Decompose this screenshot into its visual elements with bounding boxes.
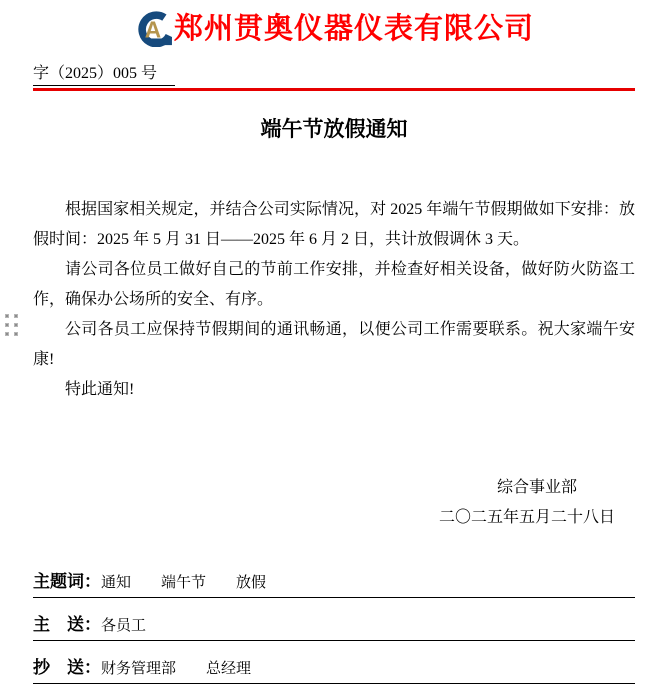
footer-row-cc xyxy=(33,657,635,684)
body-paragraph-contact: 公司各员工应保持节假期间的通讯畅通，以便公司工作需要联系。祝大家端午安康! xyxy=(33,321,635,368)
drag-handle-icon[interactable] xyxy=(5,314,18,336)
keywords-value: 通知 端午节 放假 xyxy=(101,575,267,591)
keywords-label: 主题词： xyxy=(33,572,101,591)
notice-body xyxy=(33,195,635,405)
company-logo-icon xyxy=(134,11,172,47)
drag-handle-dot xyxy=(14,332,18,336)
footer-row-main-recipient xyxy=(33,614,635,641)
notice-title: 端午节放假通知 xyxy=(260,117,408,141)
signature-department: 综合事业部 xyxy=(496,479,577,496)
doc-number-row xyxy=(33,64,635,86)
red-divider-rule xyxy=(33,88,635,91)
doc-number: 字（2025）005 号 xyxy=(33,64,175,86)
body-paragraph-preparation: 请公司各位员工做好自己的节前工作安排，并检查好相关设备，做好防火防盗工作，确保办公场所的安全、有序。 xyxy=(33,261,635,308)
company-header xyxy=(33,10,635,48)
svg-text:A: A xyxy=(144,16,162,43)
footer-fields xyxy=(33,571,635,684)
cc-label: 抄 送： xyxy=(33,658,101,677)
signature-block xyxy=(33,473,635,533)
body-paragraph-arrangement: 根据国家相关规定，并结合公司实际情况，对 2025 年端午节假期做如下安排：放假时间：2025 年 5 月 31 日——2025 年 6 月 2 日，共计放假调休 3 天。 xyxy=(33,201,635,248)
company-name: 郑州贯奥仪器仪表有限公司 xyxy=(173,12,534,45)
main-recipient-value: 各员工 xyxy=(101,618,147,634)
cc-value: 财务管理部 总经理 xyxy=(101,661,252,677)
drag-handle-dot xyxy=(5,323,9,327)
body-paragraph-closing: 特此通知! xyxy=(65,381,135,398)
drag-handle-dot xyxy=(14,314,18,318)
drag-handle-dot xyxy=(5,314,9,318)
main-recipient-label: 主 送： xyxy=(33,615,101,634)
footer-row-keywords xyxy=(33,571,635,598)
drag-handle-dot xyxy=(5,332,9,336)
signature-date: 二〇二五年五月二十八日 xyxy=(438,509,615,526)
drag-handle-dot xyxy=(14,323,18,327)
